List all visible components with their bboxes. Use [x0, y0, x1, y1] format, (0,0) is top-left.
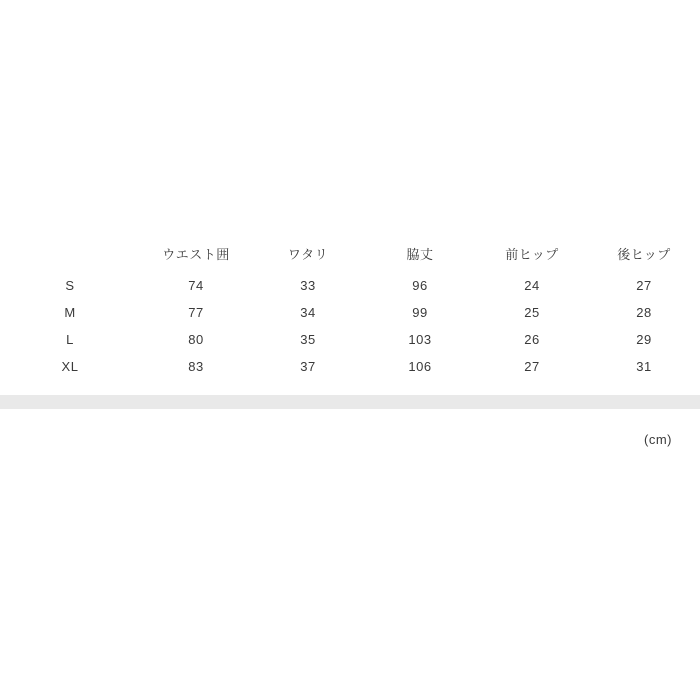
table-bottom-divider [0, 395, 700, 409]
row-size-label: L [66, 331, 74, 347]
cell-back-hip: 29 [636, 331, 652, 347]
cell-front-hip: 25 [524, 304, 540, 320]
table-header-row [0, 238, 700, 272]
cell-thigh: 33 [300, 277, 316, 293]
row-size-label: M [64, 304, 76, 320]
table-row [0, 326, 700, 353]
table-header-thigh: ワタリ [287, 246, 329, 262]
cell-waist: 74 [188, 277, 204, 293]
cell-thigh: 34 [300, 304, 316, 320]
table-header-side-length: 脇丈 [406, 246, 434, 262]
table-row [0, 272, 700, 299]
table-header-back-hip: 後ヒップ [617, 246, 671, 262]
table-header-front-hip: 前ヒップ [505, 246, 559, 262]
cell-side-length: 99 [412, 304, 428, 320]
cell-front-hip: 26 [524, 331, 540, 347]
size-table-body [0, 272, 700, 380]
row-size-label: S [65, 277, 75, 293]
table-row [0, 299, 700, 326]
cell-front-hip: 27 [524, 358, 540, 374]
size-table [0, 238, 700, 380]
cell-back-hip: 31 [636, 358, 652, 374]
cell-back-hip: 27 [636, 277, 652, 293]
row-size-label: XL [61, 358, 79, 374]
cell-side-length: 103 [408, 331, 432, 347]
size-table-container [0, 238, 700, 380]
table-header-size [0, 238, 140, 272]
cell-waist: 80 [188, 331, 204, 347]
table-row [0, 353, 700, 380]
cell-side-length: 106 [408, 358, 432, 374]
size-table-head [0, 238, 700, 272]
table-header-waist: ウエスト囲 [162, 246, 230, 262]
cell-front-hip: 24 [524, 277, 540, 293]
cell-waist: 83 [188, 358, 204, 374]
cell-thigh: 37 [300, 358, 316, 374]
cell-thigh: 35 [300, 331, 316, 347]
cell-side-length: 96 [412, 277, 428, 293]
cell-back-hip: 28 [636, 304, 652, 320]
unit-note: (cm) [644, 432, 672, 447]
cell-waist: 77 [188, 304, 204, 320]
